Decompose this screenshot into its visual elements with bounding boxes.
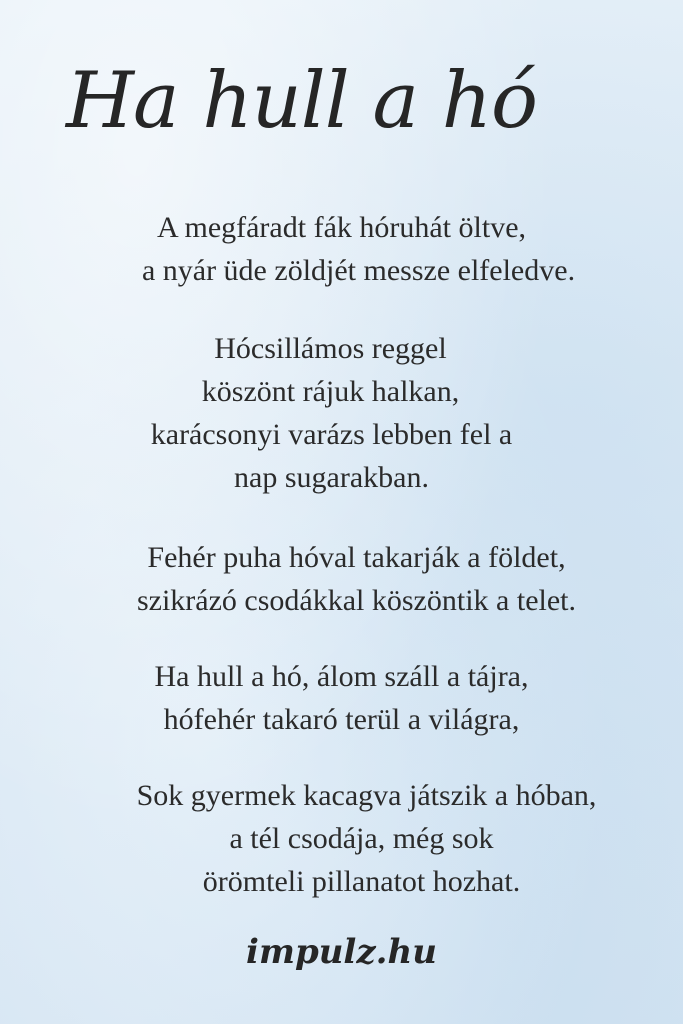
stanza-2	[0, 327, 683, 499]
stanza-line: a nyár üde zöldjét messze elfeledve.	[141, 254, 576, 287]
stanza-line: karácsonyi varázs lebben fel a	[150, 418, 513, 451]
stanza-line: Ha hull a hó, álom száll a tájra,	[154, 660, 529, 693]
stanza-line: köszönt rájuk halkan,	[201, 375, 460, 408]
stanza-line: szikrázó csodákkal köszöntik a telet.	[136, 584, 576, 617]
stanza-line: a tél csodája, még sok	[229, 822, 494, 855]
stanza-line: Hócsillámos reggel	[214, 332, 447, 365]
stanza-line: Fehér puha hóval takarják a földet,	[147, 541, 566, 574]
stanza-line: A megfáradt fák hóruhát öltve,	[156, 211, 527, 244]
site-watermark: impulz.hu	[246, 932, 437, 972]
stanza-line: örömteli pillanatot hozhat.	[202, 865, 521, 898]
stanza-1	[0, 206, 683, 292]
stanza-line: nap sugarakban.	[234, 461, 429, 494]
poem-title: Ha hull a hó	[66, 56, 537, 146]
stanza-line: Sok gyermek kacagva játszik a hóban,	[136, 779, 597, 812]
stanza-4	[0, 655, 683, 741]
stanza-3	[0, 536, 683, 622]
stanza-5	[0, 774, 683, 903]
stanza-line: hófehér takaró terül a világra,	[163, 703, 520, 736]
